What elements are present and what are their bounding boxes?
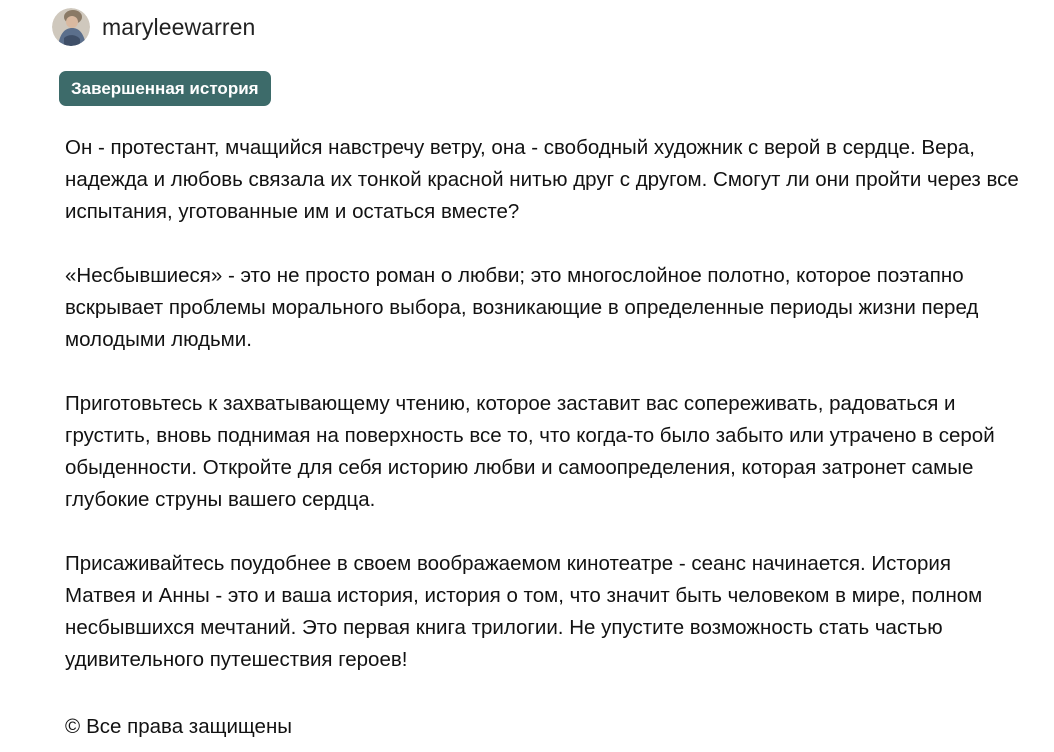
author-username[interactable]: maryleewarren <box>102 13 256 40</box>
description-paragraph: «Несбывшиеся» - это не просто роман о любви; это многослойное полотно, которое поэтапно вскрывает проблемы морального выбора, возникающие в определенные периоды жизни перед молодыми людьми. <box>65 264 979 351</box>
story-description <box>65 132 1025 708</box>
avatar[interactable] <box>52 8 90 46</box>
status-badge: Завершенная история <box>59 71 271 106</box>
description-paragraph: Приготовьтесь к захватывающему чтению, которое заставит вас сопереживать, радоваться и грустить, вновь поднимая на поверхность все то, что когда-то было забыто или утрачено в серой обыденности. Откройте для себя историю любви и самоопределения, которая затронет самые глубокие струны вашего сердца. <box>65 392 995 511</box>
copyright-icon: © <box>65 715 81 738</box>
description-paragraph: Он - протестант, мчащийся навстречу ветру, она - свободный художник с верой в сердце. Вера, надежда и любовь связала их тонкой красной нитью друг с другом. Смогут ли они пройти через все испытания, уготованные им и остаться вместе? <box>65 136 1019 223</box>
copyright-notice <box>65 713 292 741</box>
copyright-text: Все права защищены <box>86 715 293 738</box>
author-row[interactable] <box>52 8 255 46</box>
description-paragraph: Присаживайтесь поудобнее в своем воображаемом кинотеатре - сеанс начинается. История Матвея и Анны - это и ваша история, история о том, что значит быть человеком в мире, полном несбывшихся мечтаний. Это первая книга трилогии. Не упустите возможность стать частью удивительного путешествия героев! <box>65 552 983 671</box>
